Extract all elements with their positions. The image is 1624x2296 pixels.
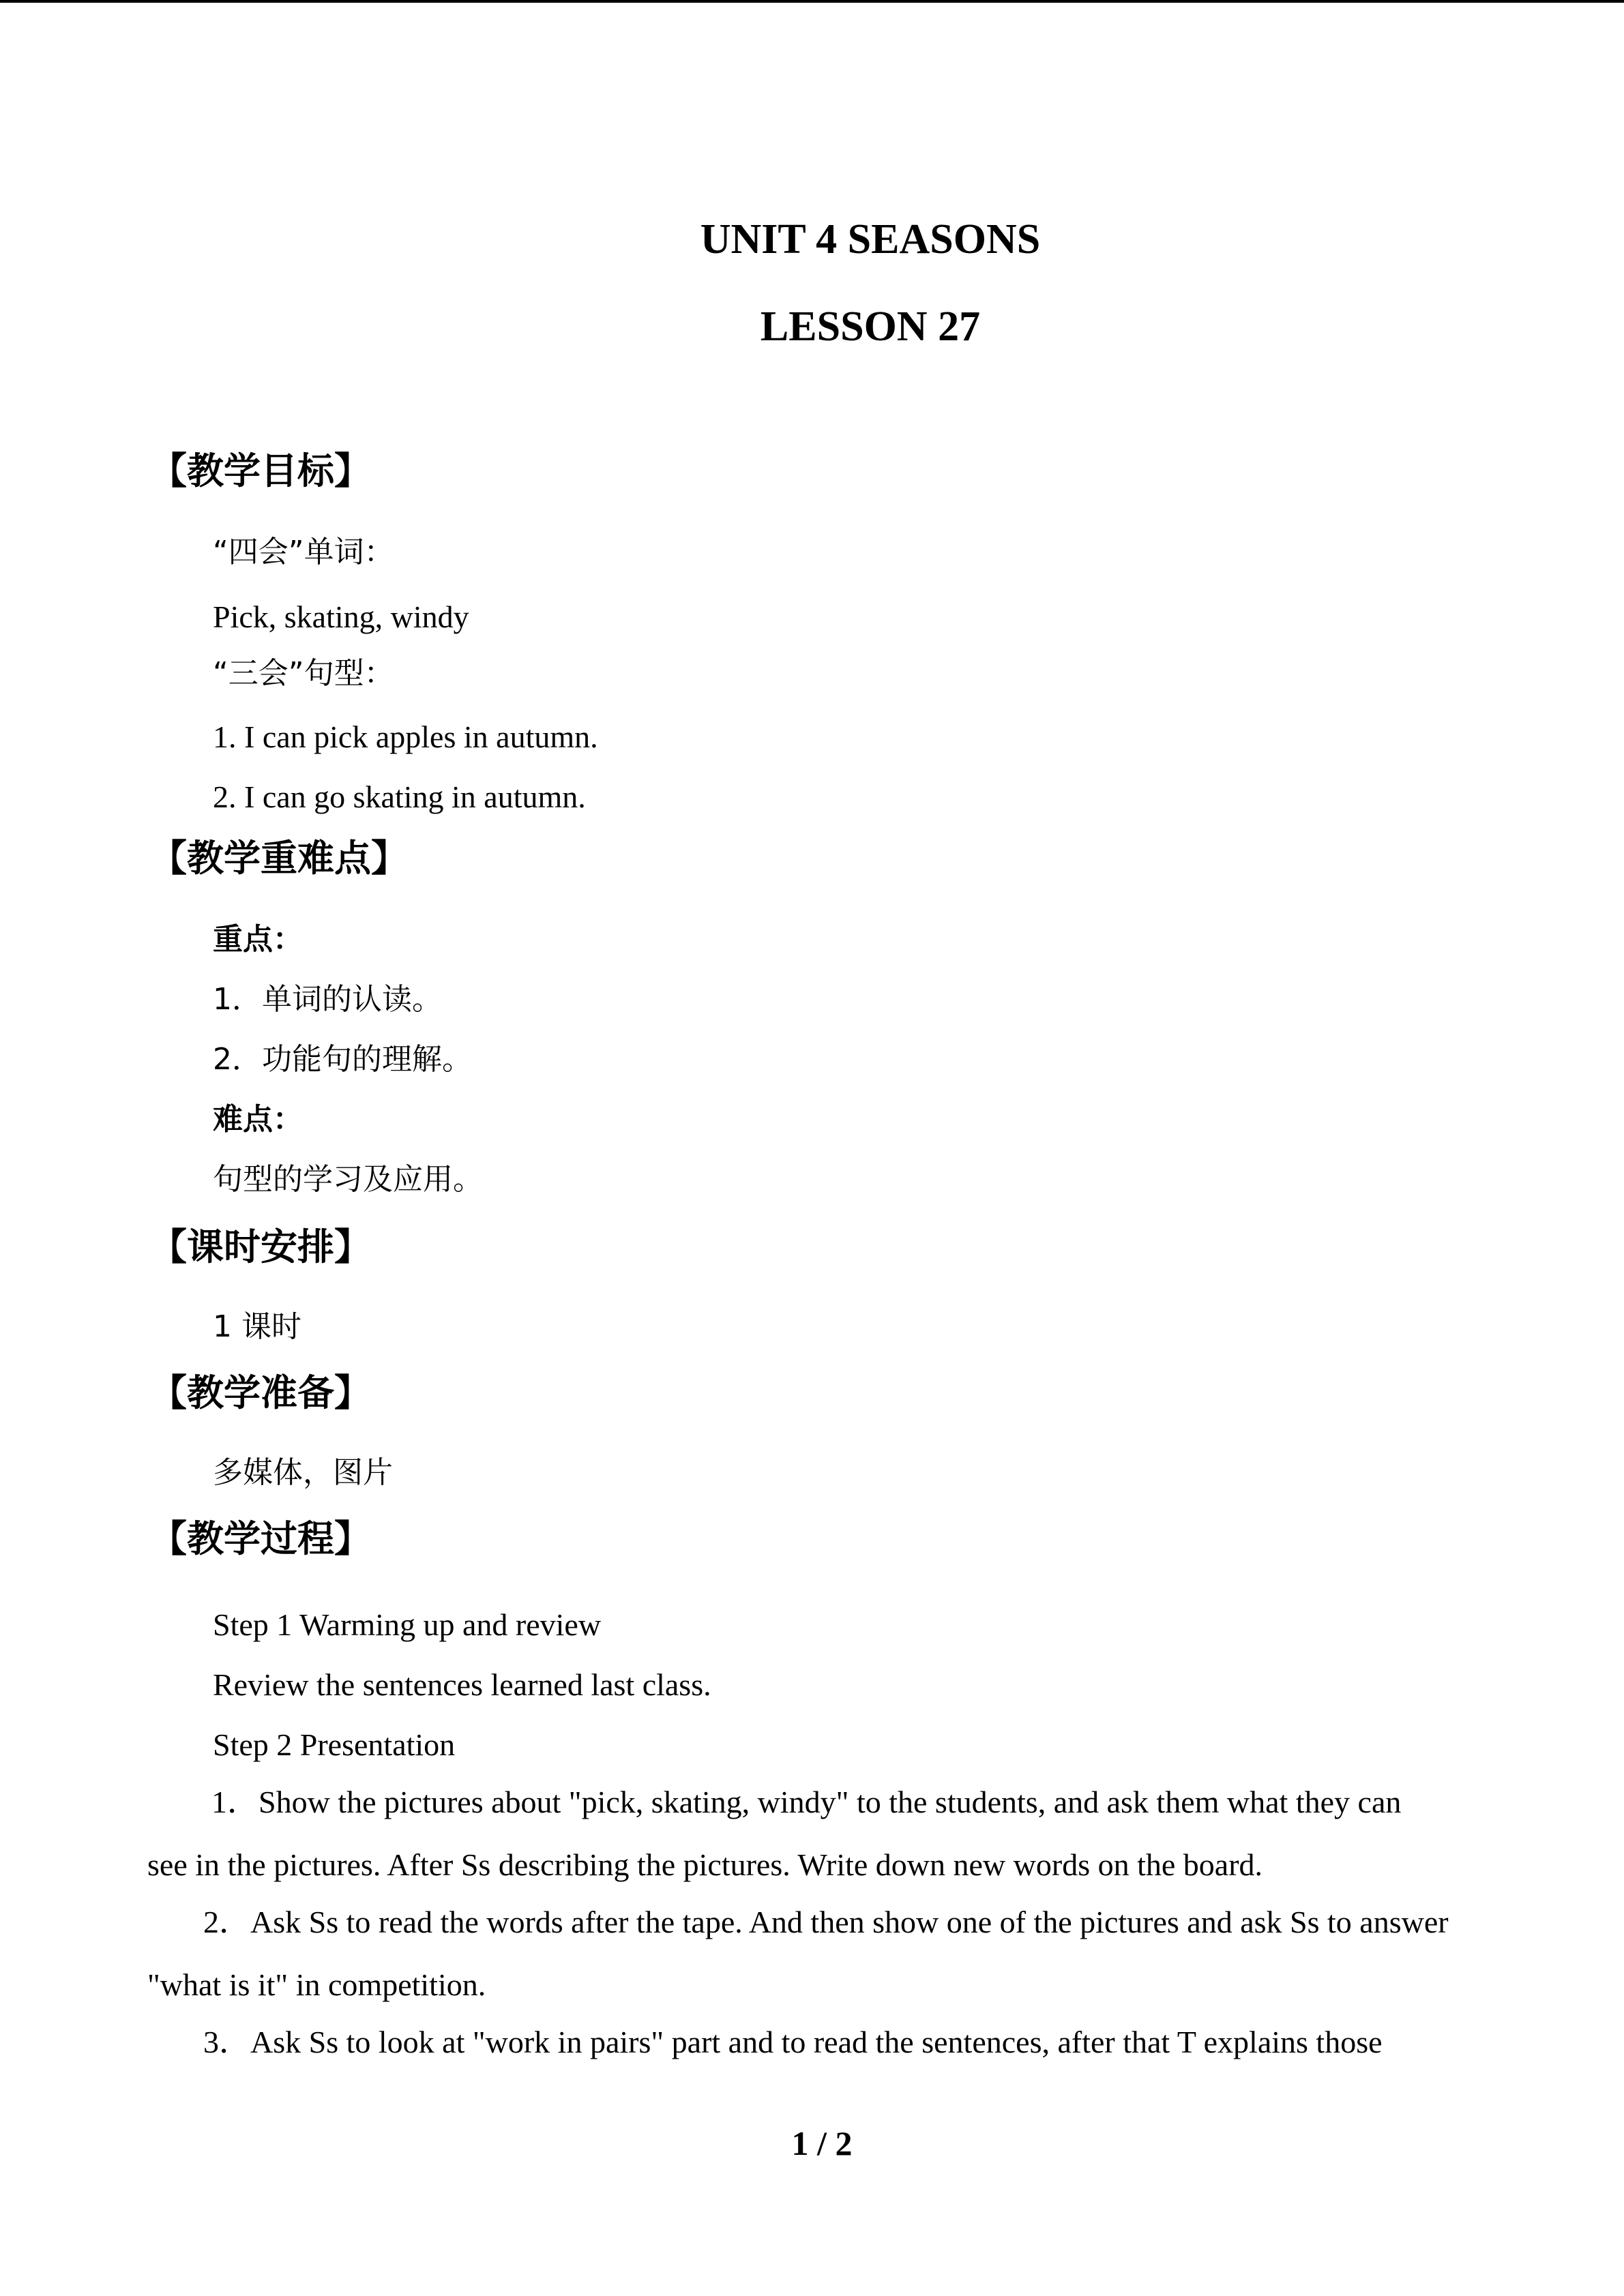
item-1-line-2: see in the pictures. After Ss describing the pictures. Write down new words on the board. [147,1847,1263,1882]
sentence-2: 2. I can go skating in autumn. [213,779,586,814]
page-number: 1 / 2 [791,2124,853,2162]
unit-title: UNIT 4 SEASONS [700,216,1041,263]
focus-label: 重点： [213,922,303,957]
step-1-text: Review the sentences learned last class. [213,1667,711,1702]
three-skill-sentences-label: “三会”句型： [213,656,394,691]
item-1-line-1: 1．Show the pictures about "pick, skating, windy" to the students, and ask them what they can [211,1785,1402,1819]
difficulty-text: 句型的学习及应用。 [213,1162,483,1197]
preparation-value: 多媒体，图片 [213,1455,393,1490]
item-2-line-1: 2．Ask Ss to read the words after the tape. And then show one of the pictures and ask Ss to answer [203,1905,1449,1939]
key-points-heading: 【教学重难点】 [150,837,408,880]
item-2-line-2: "what is it" in competition. [147,1967,486,2002]
focus-item-1: 1．单词的认读。 [213,982,442,1017]
process-heading: 【教学过程】 [150,1517,371,1560]
top-border [0,0,1624,3]
four-skill-words-label: “四会”单词： [213,535,394,569]
step-1-title: Step 1 Warming up and review [213,1607,602,1642]
sentence-1: 1. I can pick apples in autumn. [213,719,598,754]
focus-item-2: 2．功能句的理解。 [213,1042,472,1077]
objectives-heading: 【教学目标】 [150,449,371,492]
step-2-title: Step 2 Presentation [213,1727,456,1762]
item-3-line-1: 3．Ask Ss to look at "work in pairs" part and to read the sentences, after that T explains those [203,2025,1383,2059]
schedule-value: 1 课时 [213,1309,301,1344]
preparation-heading: 【教学准备】 [150,1371,371,1414]
schedule-heading: 【课时安排】 [150,1225,371,1268]
difficulty-label: 难点： [213,1102,303,1137]
four-skill-words: Pick, skating, windy [213,599,469,634]
lesson-title: LESSON 27 [760,303,981,350]
